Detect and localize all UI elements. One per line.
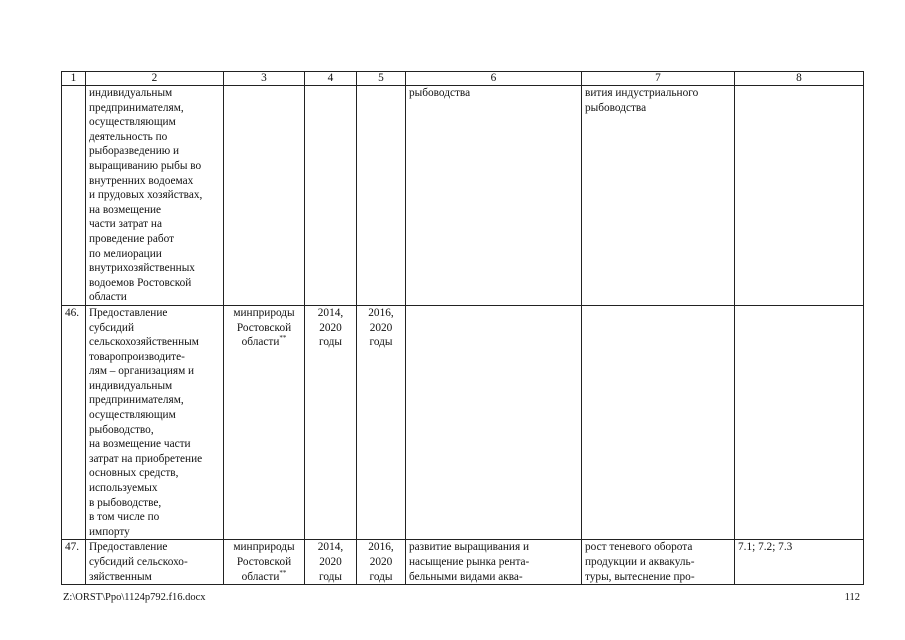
end-years: [357, 86, 406, 306]
expected-result: развитие выращивания и насыщение рынка рента- бельными видами аква-: [406, 540, 582, 585]
header-cell: 4: [305, 72, 357, 86]
expected-result: [406, 305, 582, 540]
footnote-mark: **: [279, 334, 287, 343]
consequences: вития индустриального рыбоводства: [582, 86, 735, 306]
indicators: [735, 86, 864, 306]
column-number-header-row: [62, 72, 864, 86]
file-path: Z:\ORST\Ppo\1124p792.f16.docx: [63, 592, 206, 603]
start-years: 2014, 2020 годы: [305, 540, 357, 585]
header-cell: 5: [357, 72, 406, 86]
executor-text: минприроды Ростовской области: [233, 306, 295, 349]
program-table: [61, 71, 864, 585]
end-years: 2016, 2020 годы: [357, 540, 406, 585]
end-years: 2016, 2020 годы: [357, 305, 406, 540]
table-row: [62, 86, 864, 306]
executor-text: минприроды Ростовской области: [233, 541, 295, 583]
table-row: [62, 305, 864, 540]
row-number: 47.: [62, 540, 86, 585]
measure-name: индивидуальным предпринимателям, осуществляющим деятельность по рыборазведению и выращиванию рыбы во внутренних водоемах и прудовых хозяйствах, на возмещение части затрат на проведение работ по мелиорации внутрихозяйственных водоемов Ростовской области: [86, 86, 224, 306]
table-row: [62, 540, 864, 585]
executor: [224, 86, 305, 306]
executor: [224, 540, 305, 585]
measure-name: Предоставление субсидий сельскохо- зяйственным: [86, 540, 224, 585]
header-cell: 1: [62, 72, 86, 86]
footnote-mark: **: [279, 568, 287, 577]
consequences: [582, 305, 735, 540]
row-number: 46.: [62, 305, 86, 540]
header-cell: 7: [582, 72, 735, 86]
indicators: [735, 305, 864, 540]
header-cell: 3: [224, 72, 305, 86]
header-cell: 8: [735, 72, 864, 86]
start-years: 2014, 2020 годы: [305, 305, 357, 540]
executor: [224, 305, 305, 540]
header-cell: 6: [406, 72, 582, 86]
start-years: [305, 86, 357, 306]
consequences: рост теневого оборота продукции и аквакуль- туры, вытеснение про-: [582, 540, 735, 585]
expected-result: рыбоводства: [406, 86, 582, 306]
measure-name: Предоставление субсидий сельскохозяйственным товаропроизводите- лям – организациям и индивидуальным предпринимателям, осуществляющим рыбоводство, на возмещение части затрат на приобретение основных средств, используемых в рыбоводстве, в том числе по импорту: [86, 305, 224, 540]
row-number: [62, 86, 86, 306]
indicators: 7.1; 7.2; 7.3: [735, 540, 864, 585]
header-cell: 2: [86, 72, 224, 86]
page-number: 112: [844, 592, 860, 603]
